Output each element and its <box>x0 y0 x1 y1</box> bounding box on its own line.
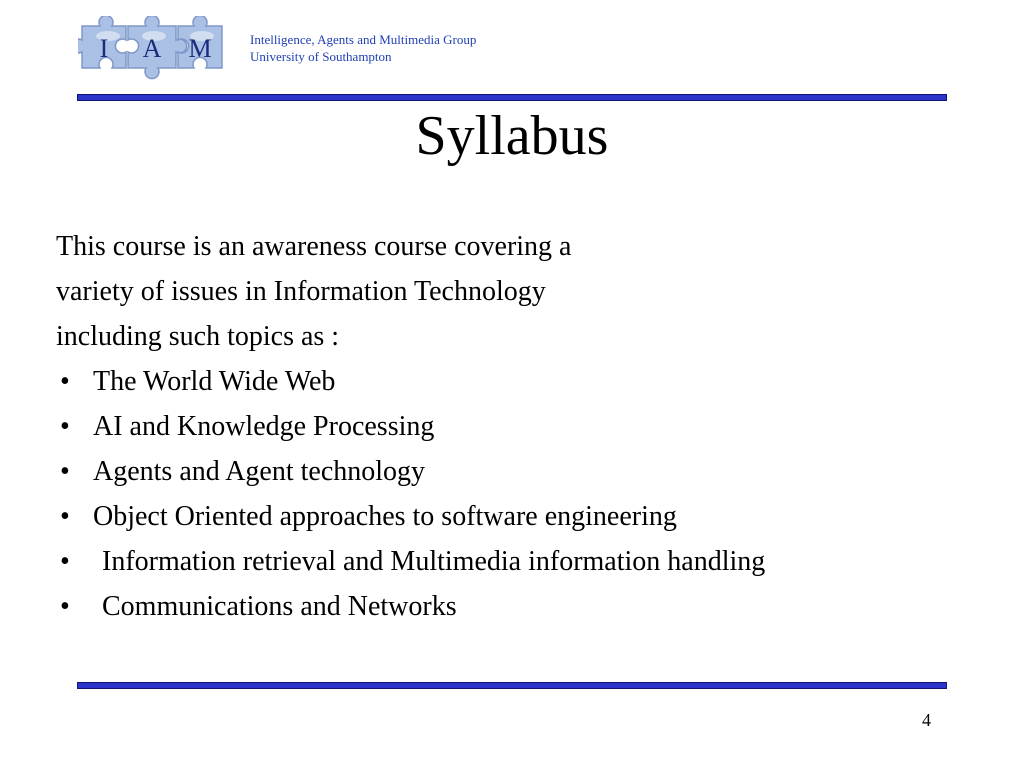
slide-title: Syllabus <box>415 105 609 167</box>
topic-label: The World Wide Web <box>93 366 336 397</box>
list-item <box>56 584 976 629</box>
iam-logo <box>78 16 228 82</box>
page-number: 4 <box>922 710 931 730</box>
bullet-icon: • <box>60 591 70 622</box>
list-item <box>56 449 976 494</box>
topic-label: Information retrieval and Multimedia information handling <box>102 546 766 577</box>
logo-letter-a: A <box>142 34 162 63</box>
logo-letter-i: I <box>99 34 109 63</box>
list-item <box>56 359 976 404</box>
group-affiliation <box>250 31 476 65</box>
logo-letter-m: M <box>188 34 212 63</box>
intro-line: This course is an awareness course covering a <box>56 231 572 262</box>
intro-line: variety of issues in Information Technology <box>56 276 546 307</box>
topic-label: Communications and Networks <box>102 591 457 622</box>
bullet-icon: • <box>60 366 70 397</box>
university-name: University of Southampton <box>250 49 392 64</box>
list-item <box>56 494 976 539</box>
group-name: Intelligence, Agents and Multimedia Group <box>250 32 477 47</box>
bullet-icon: • <box>60 411 70 442</box>
slide-body <box>56 224 976 629</box>
bullet-icon: • <box>60 546 70 577</box>
topic-label: AI and Knowledge Processing <box>93 411 435 442</box>
bullet-icon: • <box>60 501 70 532</box>
topic-label: Agents and Agent technology <box>93 456 426 487</box>
intro-line: including such topics as : <box>56 321 340 352</box>
bullet-icon: • <box>60 456 70 487</box>
list-item <box>56 404 976 449</box>
puzzle-pieces-logo <box>78 16 228 82</box>
bottom-divider <box>77 682 947 689</box>
list-item <box>56 539 976 584</box>
topic-label: Object Oriented approaches to software engineering <box>93 501 677 532</box>
topic-list <box>56 359 976 629</box>
